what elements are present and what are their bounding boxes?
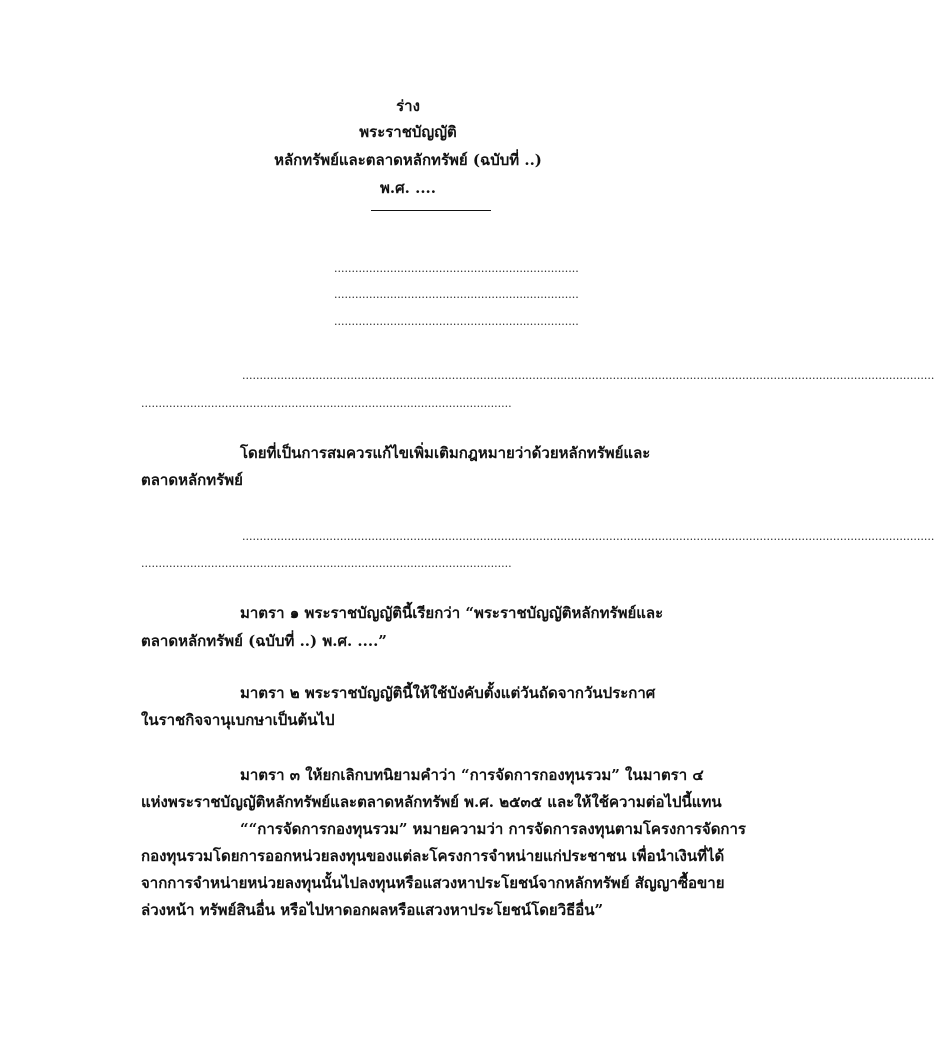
whereas-line-2: ตลาดหลักทรัพย์ bbox=[141, 471, 243, 489]
rationale-dotted-line-1: ...................................................................................................................................................................................................... bbox=[242, 530, 934, 543]
section-1-line-1: มาตรา ๑ พระราชบัญญัตินี้เรียกว่า “พระราชบัญญัติหลักทรัพย์และ bbox=[240, 604, 664, 622]
center-dotted-line-1: ...................................................................... bbox=[334, 262, 579, 275]
center-dotted-line-2: ...................................................................... bbox=[334, 288, 579, 301]
act-title: พระราชบัญญัติ bbox=[359, 123, 457, 141]
section-2-line-1: มาตรา ๒ พระราชบัญญัตินี้ให้ใช้บังคับตั้งแต่วันถัดจากวันประกาศ bbox=[240, 684, 656, 702]
preamble-dotted-line-1: ...................................................................................................................................................................................................... bbox=[242, 369, 934, 382]
section-3-line-1: มาตรา ๓ ให้ยกเลิกบทนิยามคำว่า “การจัดการกองทุนรวม” ในมาตรา ๔ bbox=[240, 766, 704, 784]
section-1-line-2: ตลาดหลักทรัพย์ (ฉบับที่ ..) พ.ศ. ....” bbox=[141, 632, 387, 650]
draft-label: ร่าง bbox=[396, 97, 420, 115]
center-dotted-line-3: ...................................................................... bbox=[334, 315, 579, 328]
act-subject: หลักทรัพย์และตลาดหลักทรัพย์ (ฉบับที่ ..) bbox=[274, 151, 542, 169]
section-3-definition-line-3: จากการจำหน่ายหน่วยลงทุนนั้นไปลงทุนหรือแสวงหาประโยชน์จากหลักทรัพย์ สัญญาซื้อขาย bbox=[141, 874, 725, 892]
section-3-definition-line-4: ล่วงหน้า ทรัพย์สินอื่น หรือไปหาดอกผลหรือแสวงหาประโยชน์โดยวิธีอื่น” bbox=[141, 901, 604, 919]
whereas-line-1: โดยที่เป็นการสมควรแก้ไขเพิ่มเติมกฎหมายว่าด้วยหลักทรัพย์และ bbox=[240, 444, 651, 462]
section-3-line-2: แห่งพระราชบัญญัติหลักทรัพย์และตลาดหลักทรัพย์ พ.ศ. ๒๕๓๕ และให้ใช้ความต่อไปนี้แทน bbox=[141, 793, 722, 811]
header-underline bbox=[371, 210, 491, 211]
preamble-dotted-line-2: .......................................................................................................... bbox=[141, 397, 512, 410]
rationale-dotted-line-2: .......................................................................................................... bbox=[141, 557, 512, 570]
section-3-definition-line-1: ““การจัดการกองทุนรวม” หมายความว่า การจัดการลงทุนตามโครงการจัดการ bbox=[240, 820, 746, 838]
section-2-line-2: ในราชกิจจานุเบกษาเป็นต้นไป bbox=[141, 711, 335, 729]
section-3-definition-line-2: กองทุนรวมโดยการออกหน่วยลงทุนของแต่ละโครงการจำหน่ายแก่ประชาชน เพื่อนำเงินที่ได้ bbox=[141, 847, 725, 865]
act-year: พ.ศ. .... bbox=[380, 179, 436, 197]
